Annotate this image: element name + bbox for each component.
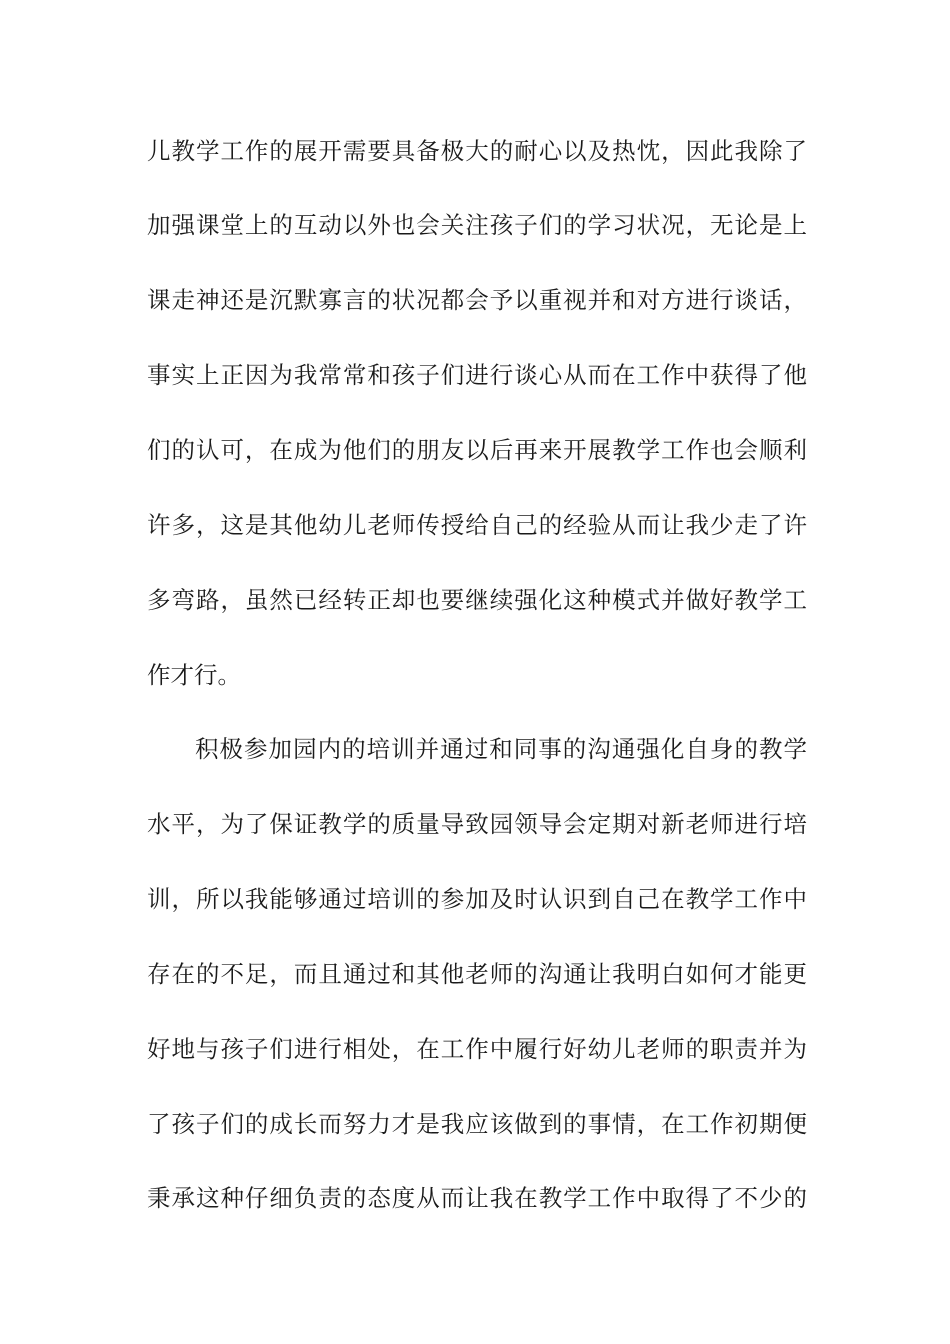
text-line: 存在的不足，而且通过和其他老师的沟通让我明白如何才能更 [147, 960, 807, 988]
text-line: 了孩子们的成长而努力才是我应该做到的事情，在工作初期便 [147, 1110, 807, 1138]
text-line: 多弯路，虽然已经转正却也要继续强化这种模式并做好教学工 [147, 586, 807, 614]
text-line: 训，所以我能够通过培训的参加及时认识到自己在教学工作中 [147, 885, 807, 913]
paragraph-first-line: 积极参加园内的培训并通过和同事的沟通强化自身的教学 [195, 735, 807, 763]
text-line: 好地与孩子们进行相处，在工作中履行好幼儿老师的职责并为 [147, 1035, 807, 1063]
text-line: 许多，这是其他幼儿老师传授给自己的经验从而让我少走了许 [147, 511, 807, 539]
text-line: 加强课堂上的互动以外也会关注孩子们的学习状况，无论是上 [147, 211, 807, 239]
text-line: 们的认可，在成为他们的朋友以后再来开展教学工作也会顺利 [147, 436, 807, 464]
text-line: 儿教学工作的展开需要具备极大的耐心以及热忱，因此我除了 [147, 137, 807, 165]
text-line: 课走神还是沉默寡言的状况都会予以重视并和对方进行谈话， [147, 286, 807, 314]
text-line: 作才行。 [147, 661, 241, 689]
text-line: 事实上正因为我常常和孩子们进行谈心从而在工作中获得了他 [147, 361, 807, 389]
text-line: 秉承这种仔细负责的态度从而让我在教学工作中取得了不少的 [147, 1184, 807, 1212]
text-line: 水平，为了保证教学的质量导致园领导会定期对新老师进行培 [147, 810, 807, 838]
